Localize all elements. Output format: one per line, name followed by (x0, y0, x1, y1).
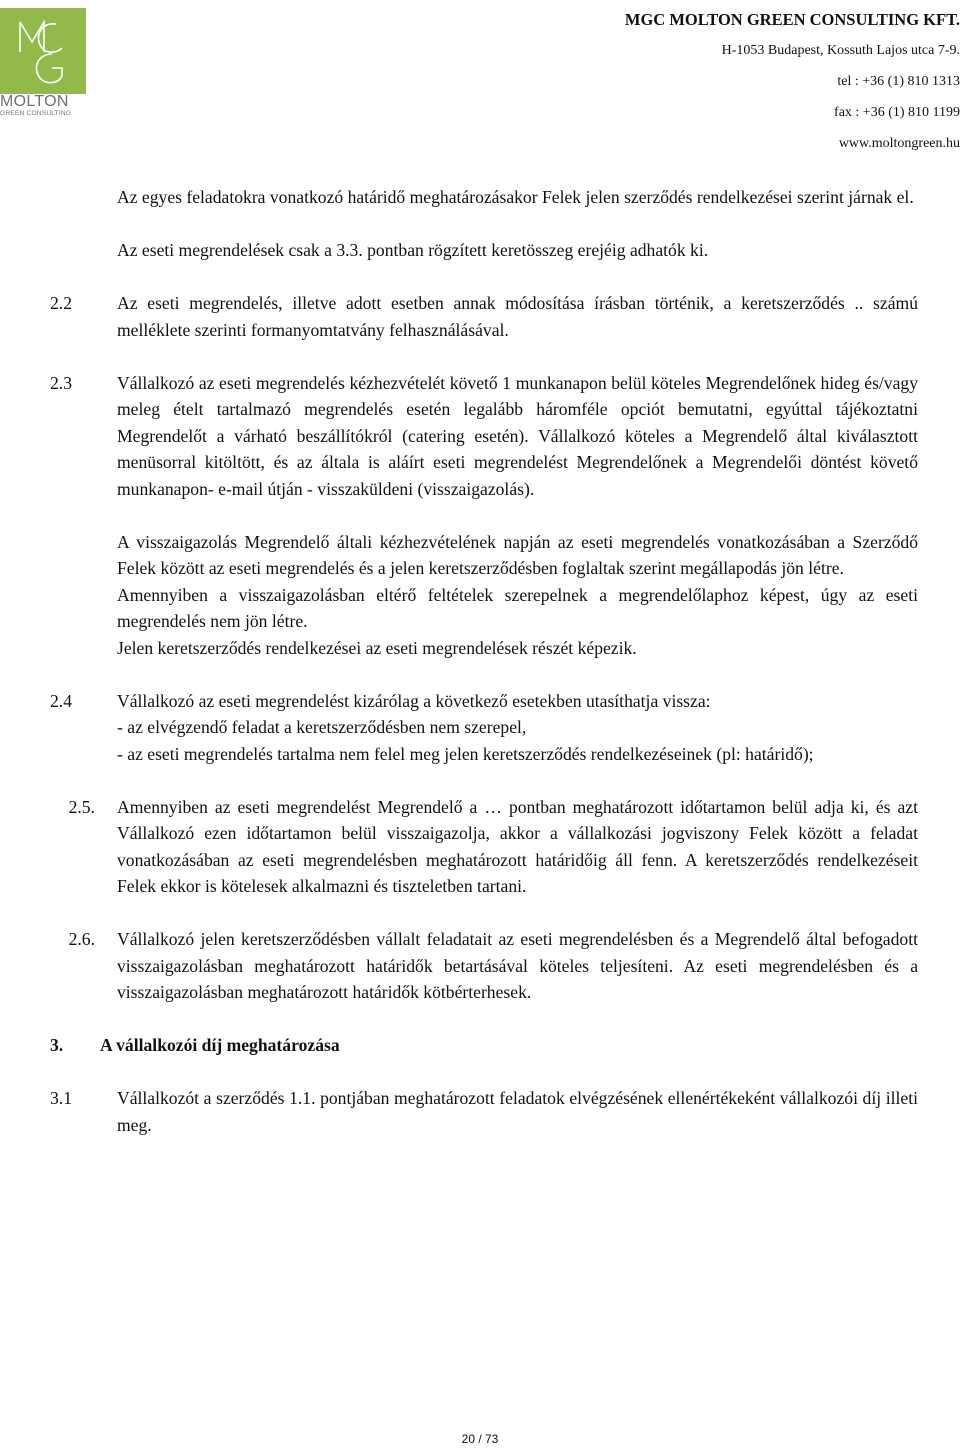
section-text: Vállalkozót a szerződés 1.1. pontjában meghatározott feladatok elvégzésének ellenértékeként vállalkozói díj illeti meg. (117, 1088, 918, 1135)
company-info (625, 4, 960, 159)
section-2-3 (50, 370, 918, 503)
section-number: 2.4 (50, 690, 72, 711)
section-text: Jelen keretszerződés rendelkezései az eseti megrendelések részét képezik. (117, 637, 637, 658)
section-number: 2.2 (50, 293, 72, 313)
logo-wordmark (0, 94, 86, 118)
section-2-3-continued (50, 529, 918, 662)
section-number: 2.6. (68, 929, 95, 949)
section-2-6 (50, 926, 918, 1006)
section-2-5 (50, 794, 918, 900)
company-logo (0, 8, 86, 116)
section-number: 3.1 (50, 1088, 72, 1108)
paragraph-text: Az eseti megrendelések csak a 3.3. pontban rögzített keretösszeg erejéig adhatók ki. (117, 240, 709, 260)
page-number: 20 / 73 (461, 1432, 499, 1446)
logo-subtitle: GREEN CONSULTING (0, 110, 72, 117)
section-title: A vállalkozói díj meghatározása (100, 1035, 340, 1055)
section-text: Amennyiben az eseti megrendelést Megrendelő a … pontban meghatározott időtartamon belül adja ki, és azt Vállalkozó ezen időtartamon belül visszaigazolja, akkor a vállalkozási jogviszony Felek között a feladat vonatkozásában az eseti megrendelésben meghatározott határidőig áll fenn. A keretszerződés rendelkezéseit Felek ekkor is kötelesek alkalmazni és tiszteletben tartani. (117, 796, 918, 896)
paragraph-text: Az egyes feladatokra vonatkozó határidő meghatározásakor Felek jelen szerződés rendelkezései szerint járnak el. (117, 187, 914, 207)
section-2-4 (50, 688, 918, 768)
mgc-monogram (0, 8, 86, 94)
section-text: A visszaigazolás Megrendelő általi kézhezvételének napján az eseti megrendelés vonatkozásában a Szerződő Felek között az eseti megrendelés és a jelen keretszerződésben foglaltak szerint megállapodás jön létre. (117, 531, 918, 578)
list-item: - az eseti megrendelés tartalma nem felel meg jelen keretszerződés rendelkezéseinek (pl: határidő); (117, 743, 814, 764)
section-number: 3. (50, 1035, 64, 1055)
section-number: 2.3 (50, 372, 72, 393)
section-text: Az eseti megrendelés, illetve adott esetben annak módosítása írásban történik, a keretszerződés .. számú melléklete szerinti formanyomtatvány felhasználásával. (117, 293, 918, 340)
document-body (50, 184, 918, 1138)
company-tel: tel : +36 (1) 810 1313 (837, 74, 960, 89)
section-3-1 (50, 1085, 918, 1138)
section-text: Vállalkozó az eseti megrendelés kézhezvételét követő 1 munkanapon belül köteles Megrendelőnek hideg és/vagy meleg ételt tartalmazó megrendelés esetén legalább háromféle opciót bemutatni, egyúttal tájékoztatni Megrendelőt a várható beszállítókról (catering esetén). Vállalkozó köteles a Megrendelő által kiválasztott menüsorral kitöltött, és az általa is aláírt eseti megrendelést Megrendelőnek a Megrendelői döntést követő munkanapon- e-mail útján - visszaküldeni (visszaigazolás). (117, 372, 918, 499)
section-3-heading (50, 1032, 918, 1059)
section-text: Vállalkozó az eseti megrendelést kizárólag a következő esetekben utasíthatja vissza: (117, 690, 711, 711)
paragraph (50, 184, 918, 211)
company-name: MGC MOLTON GREEN CONSULTING KFT. (624, 10, 960, 29)
logo-name: MOLTON (0, 93, 69, 110)
logo-emblem (0, 8, 86, 94)
section-2-2 (50, 290, 918, 343)
company-address: H-1053 Budapest, Kossuth Lajos utca 7-9. (721, 43, 960, 58)
list-item: - az elvégzendő feladat a keretszerződésben nem szerepel, (117, 717, 527, 737)
paragraph (50, 237, 918, 264)
company-fax: fax : +36 (1) 810 1199 (834, 105, 960, 120)
section-number: 2.5. (68, 796, 95, 817)
section-text: Amennyiben a visszaigazolásban eltérő feltételek szerepelnek a megrendelőlaphoz képest, úgy az eseti megrendelés nem jön létre. (117, 584, 918, 631)
company-website: www.moltongreen.hu (838, 136, 960, 151)
section-text: Vállalkozó jelen keretszerződésben vállalt feladatait az eseti megrendelésben és a Megrendelő által befogadott visszaigazolásban meghatározott határidők betartásával köteles teljesíteni. Az eseti megrendelésben és a visszaigazolásban meghatározott határidők kötbérterhesek. (117, 929, 918, 1002)
